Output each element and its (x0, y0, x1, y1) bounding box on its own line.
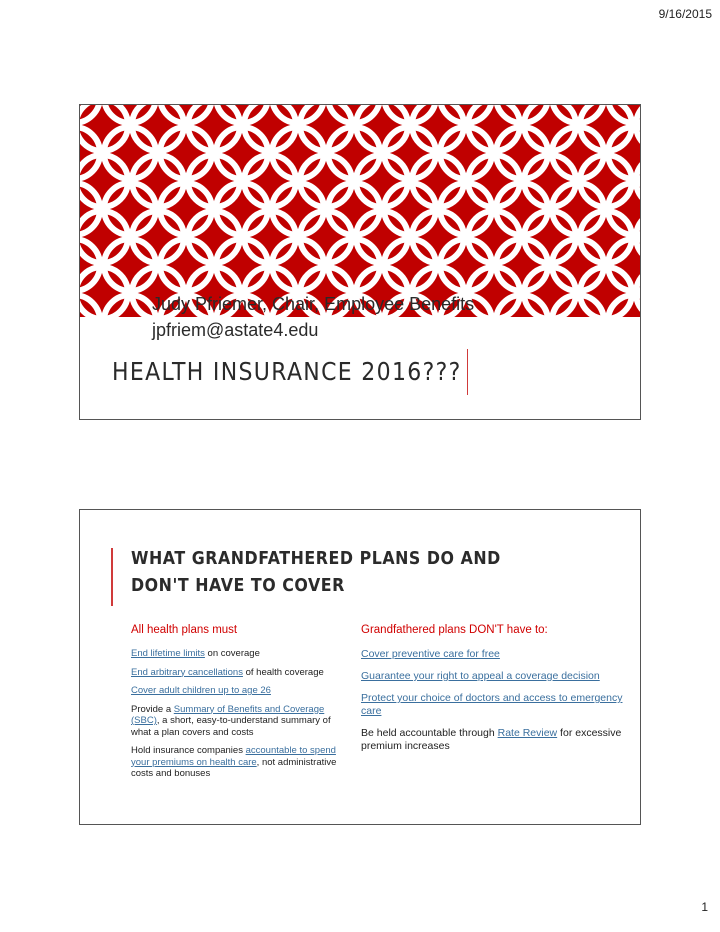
list-item (361, 692, 631, 718)
title-line: WHAT GRANDFATHERED PLANS DO AND (131, 548, 501, 569)
link[interactable]: Cover adult children up to age 26 (131, 685, 271, 696)
item-text: Hold insurance companies (131, 745, 246, 756)
slide-title (131, 545, 589, 599)
link[interactable]: Guarantee your right to appeal a coverage decision (361, 670, 600, 682)
content-slide (79, 509, 641, 825)
list-item (131, 704, 349, 739)
accent-bar (467, 349, 468, 395)
left-column (131, 648, 349, 787)
item-text: for excessive premium increases (361, 727, 622, 752)
link[interactable]: Protect your choice of doctors and access to emergency care (361, 692, 623, 717)
list-item (361, 670, 631, 683)
link[interactable]: Rate Review (497, 727, 558, 739)
list-item (131, 667, 349, 679)
column-heading: Grandfathered plans DON'T have to: (361, 624, 548, 636)
page-date: 9/16/2015 (658, 7, 712, 21)
item-text: Provide a (131, 703, 174, 715)
link[interactable]: Cover preventive care for free (361, 648, 500, 660)
link[interactable]: End lifetime limits (131, 648, 205, 659)
column-heading: All health plans must (131, 624, 238, 636)
title-line: DON'T HAVE TO COVER (131, 575, 345, 596)
decorative-pattern (80, 105, 640, 317)
list-item (361, 727, 631, 753)
item-text: , a short, easy-to-understand summary of what a plan covers and costs (131, 715, 331, 738)
list-item (131, 745, 349, 780)
list-item (131, 648, 349, 660)
item-text: , not administrative costs and bonuses (131, 756, 337, 779)
link[interactable]: Summary of Benefits and Coverage (SBC) (131, 703, 325, 726)
author-line: Judy Pfriemer, Chair, Employee Benefits (152, 294, 475, 314)
email-line: jpfriem@astate4.edu (152, 320, 319, 340)
list-item (131, 685, 349, 697)
page-number: 1 (701, 900, 708, 914)
item-text: on coverage (204, 648, 260, 659)
list-item (361, 648, 631, 661)
item-text: of health coverage (242, 666, 324, 678)
slide-title: HEALTH INSURANCE 2016??? (112, 357, 462, 386)
link[interactable]: End arbitrary cancellations (131, 666, 243, 678)
accent-bar (111, 548, 113, 606)
title-slide (79, 104, 641, 420)
link[interactable]: accountable to spend your premiums on health care (131, 745, 336, 768)
item-text: Be held accountable through (361, 727, 498, 739)
right-column (361, 648, 631, 762)
